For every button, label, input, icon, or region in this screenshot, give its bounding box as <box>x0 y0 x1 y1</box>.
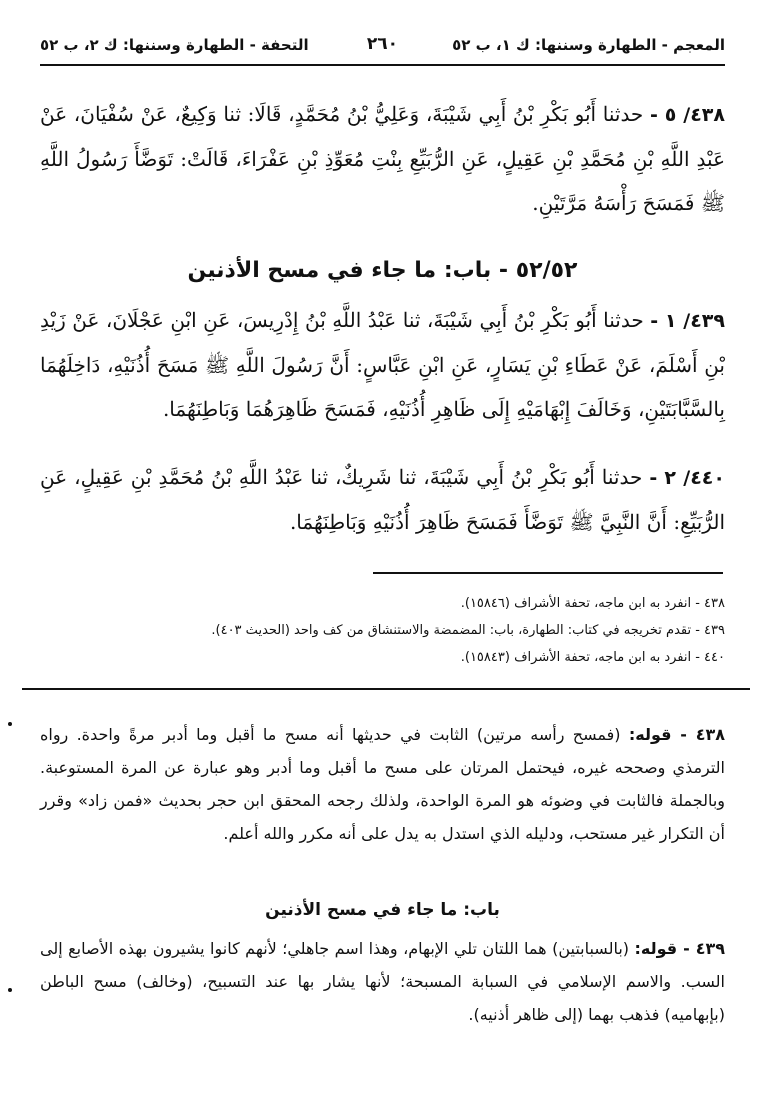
header-left: التحفة - الطهارة وسننها: ك ٢، ب ٥٢ <box>40 36 309 54</box>
footnote-rule <box>373 572 723 574</box>
hadith-number: ٤٤٠/ ٢ - <box>649 467 725 489</box>
header-right: المعجم - الطهارة وسننها: ك ١، ب ٥٢ <box>452 36 725 54</box>
commentary-number: ٤٣٨ - قوله: <box>628 725 726 744</box>
page <box>40 30 725 60</box>
footnote-438: ٤٣٨ - انفرد به ابن ماجه، تحفة الأشراف (١٥٨٤٦). <box>460 596 725 611</box>
footnote-439: ٤٣٩ - تقدم تخريجه في كتاب: الطهارة، باب: المضمضة والاستنشاق من كف واحد (الحديث ٤٠٣). <box>211 623 725 638</box>
header-divider <box>40 64 725 66</box>
page-number: ٢٦٠ <box>366 34 399 54</box>
commentary-divider <box>22 688 750 690</box>
scan-speck <box>8 722 12 726</box>
hadith-440 <box>40 455 725 544</box>
footnotes <box>40 590 725 671</box>
commentary-438 <box>40 718 725 850</box>
commentary-text: (فمسح رأسه مرتين) الثابت في حديثها أنه مسح ما أقبل وما أدبر مرةً واحدة. رواه الترمذي وصححه غيره، فيحتمل المرتان على مسح ما أقبل وما أدبر وهو عبارة عن المرة المستوعبة. وبالجملة فالثابت في وضوئه هو المرة الواحدة، ولذلك رجحه المحقق ابن حجر بحديث «فمن زاد» وقرر أن التكرار غير مستحب، ودليله الذي استدل به يدل على أنه مكرر والله أعلم. <box>40 725 725 843</box>
commentary-439 <box>40 932 725 1031</box>
scan-speck <box>8 988 12 992</box>
hadith-439 <box>40 298 725 431</box>
hadith-text: حدثنا أَبُو بَكْرِ بْنُ أَبِي شَيْبَةَ، ثنا شَرِيكٌ، ثنا عَبْدُ اللَّهِ بْنُ مُحَمَّدِ بْنِ عَقِيلٍ، عَنِ الرُّبَيِّعِ: أَنَّ النَّبِيَّ ﷺ تَوَضَّأَ فَمَسَحَ ظَاهِرَ أُذُنَيْهِ وَبَاطِنَهُمَا. <box>40 465 725 534</box>
commentary-number: ٤٣٩ - قوله: <box>634 939 725 958</box>
chapter-heading: ٥٢/٥٢ - باب: ما جاء في مسح الأذنين <box>187 258 578 283</box>
commentary-text: (بالسبابتين) هما اللتان تلي الإبهام، وهذا اسم جاهلي؛ لأنهم كانوا يشيرون بهذه الأصابع إلى السب. والاسم الإسلامي في السبابة المسبحة؛ لأنها يشار بها عند التسبيح، (وخالف) مسح الباطن (بإبهاميه) فذهب بهما (إلى ظاهر أذنيه). <box>40 939 725 1024</box>
hadith-438 <box>40 92 725 225</box>
footnote-440: ٤٤٠ - انفرد به ابن ماجه، تحفة الأشراف (١٥٨٤٣). <box>460 650 725 665</box>
hadith-text: حدثنا أَبُو بَكْرِ بْنُ أَبِي شَيْبَةَ، وَعَلِيُّ بْنُ مُحَمَّدٍ، قَالَا: ثنا وَكِيعٌ، عَنْ سُفْيَانَ، عَنْ عَبْدِ اللَّهِ بْنِ مُحَمَّدِ بْنِ عَقِيلٍ، عَنِ الرُّبَيِّعِ بِنْتِ مُعَوِّذِ بْنِ عَفْرَاءَ، قَالَتْ: تَوَضَّأَ رَسُولُ اللَّهِ ﷺ فَمَسَحَ رَأْسَهُ مَرَّتَيْنِ. <box>40 102 725 215</box>
hadith-number: ٤٣٩/ ١ - <box>650 310 725 332</box>
running-header <box>40 30 725 60</box>
hadith-number: ٤٣٨/ ٥ - <box>649 104 725 126</box>
commentary-heading: باب: ما جاء في مسح الأذنين <box>265 900 500 920</box>
hadith-text: حدثنا أَبُو بَكْرِ بْنُ أَبِي شَيْبَةَ، ثنا عَبْدُ اللَّهِ بْنُ إِدْرِيسَ، عَنِ ابْنِ عَجْلَانَ، عَنْ زَيْدِ بْنِ أَسْلَمَ، عَنْ عَطَاءِ بْنِ يَسَارٍ، عَنِ ابْنِ عَبَّاسٍ: أَنَّ رَسُولَ اللَّهِ ﷺ مَسَحَ أُذُنَيْهِ، دَاخِلَهُمَا بِالسَّبَّابَتَيْنِ، وَخَالَفَ إِبْهَامَيْهِ إِلَى ظَاهِرِ أُذُنَيْهِ، فَمَسَحَ ظَاهِرَهُمَا وَبَاطِنَهُمَا. <box>40 308 725 421</box>
